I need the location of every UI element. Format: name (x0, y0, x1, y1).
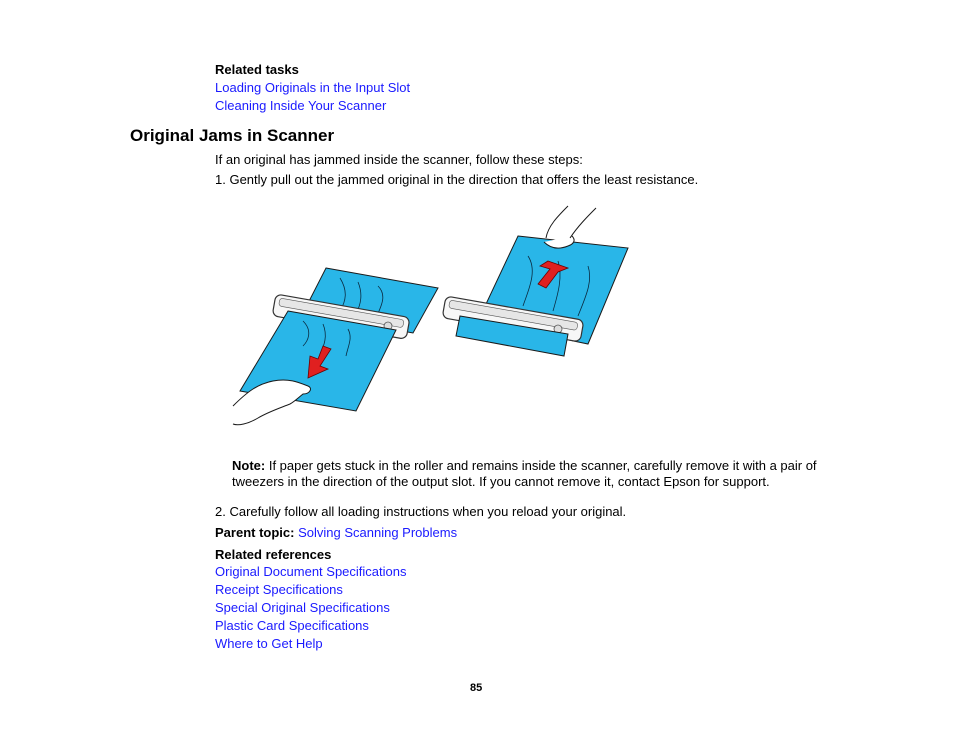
step-2-text: 2. Carefully follow all loading instructions when you reload your original. (215, 504, 627, 519)
link-plastic-card-specs[interactable]: Plastic Card Specifications (215, 618, 369, 633)
link-cleaning-inside[interactable]: Cleaning Inside Your Scanner (215, 98, 387, 113)
note-text: If paper gets stuck in the roller and remains inside the scanner, carefully remove it with a pair of tweezers in the direction of the output slot. If you cannot remove it, contact Epson for support. (232, 458, 817, 489)
link-original-document-specs[interactable]: Original Document Specifications (215, 564, 407, 579)
right-scanner-scene (442, 206, 628, 356)
parent-topic (215, 525, 457, 540)
parent-topic-label: Parent topic: (215, 525, 295, 540)
link-special-original-specs[interactable]: Special Original Specifications (215, 600, 390, 615)
related-tasks-list (215, 79, 410, 115)
left-scanner-scene (233, 268, 438, 425)
page-number: 85 (470, 682, 483, 694)
related-tasks-heading: Related tasks (215, 62, 299, 77)
intro-text: If an original has jammed inside the scanner, follow these steps: (215, 152, 583, 167)
related-references-list (215, 563, 406, 653)
link-solving-scanning-problems[interactable]: Solving Scanning Problems (298, 525, 458, 540)
jam-illustration (228, 196, 638, 432)
note-block (232, 458, 832, 490)
link-loading-originals[interactable]: Loading Originals in the Input Slot (215, 80, 411, 95)
related-references-heading: Related references (215, 547, 332, 562)
step-1-text: 1. Gently pull out the jammed original in the direction that offers the least resistance. (215, 172, 699, 187)
right-hand-icon (544, 206, 596, 248)
link-receipt-specs[interactable]: Receipt Specifications (215, 582, 343, 597)
section-title: Original Jams in Scanner (130, 126, 335, 145)
link-where-to-get-help[interactable]: Where to Get Help (215, 636, 323, 651)
note-label: Note: (232, 458, 266, 473)
